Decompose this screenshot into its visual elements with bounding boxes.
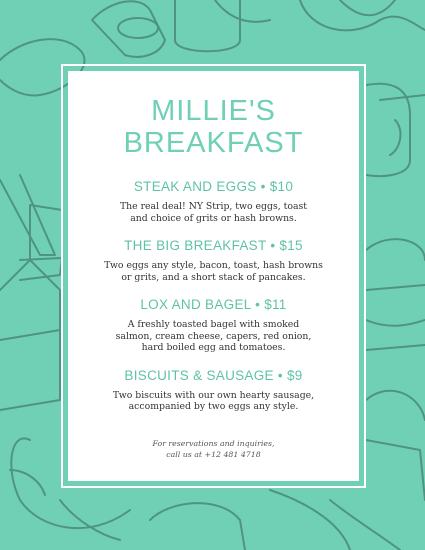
menu-card (68, 71, 359, 481)
menu-item-name: STEAK AND EGGS • $10 (133, 179, 294, 194)
menu-item-description (68, 201, 359, 224)
menu-item (68, 297, 359, 354)
menu-item (68, 238, 359, 283)
description-line: A freshly toasted bagel with smoked (127, 319, 300, 330)
title-line-1: MILLIE'S (151, 95, 276, 127)
menu-item-description (68, 260, 359, 283)
description-line: and choice of grits or hash browns. (130, 212, 297, 224)
menu-item-name: THE BIG BREAKFAST • $15 (124, 238, 303, 253)
menu-items (68, 179, 359, 427)
description-line: or grits, and a short stack of pancakes. (121, 271, 306, 283)
title-line-2: BREAKFAST (123, 127, 304, 159)
contact-line-2: call us at +12 481 4718 (166, 450, 261, 459)
menu-item-description (68, 390, 359, 413)
description-line: Two eggs any style, bacon, toast, hash browns (104, 260, 323, 271)
plate-icon (150, 503, 245, 550)
menu-item-name: LOX AND BAGEL • $11 (140, 297, 287, 312)
description-line: Two biscuits with our own hearty sausage, (112, 389, 315, 401)
menu-item (68, 368, 359, 413)
description-line: salmon, cream cheese, capers, red onion, (115, 330, 312, 342)
shaker-icon (92, 1, 165, 57)
reservations-contact (68, 438, 359, 460)
description-line: The real deal! NY Strip, two eggs, toast (119, 201, 308, 212)
menu-item-description (68, 319, 359, 354)
pan-handle-icon (0, 175, 55, 255)
menu-item-name: BISCUITS & SAUSAGE • $9 (124, 367, 303, 383)
cup-icon (215, 0, 270, 22)
sandwich-icon (366, 239, 425, 260)
menu-title (68, 95, 359, 159)
description-line: accompanied by two eggs any style. (128, 401, 299, 412)
description-line: hard boiled egg and tomatoes. (141, 342, 286, 353)
contact-line-1: For reservations and inquiries, (152, 439, 275, 448)
menu-item (68, 179, 359, 224)
jar-icon (175, 0, 240, 51)
pot-icon (366, 391, 425, 420)
